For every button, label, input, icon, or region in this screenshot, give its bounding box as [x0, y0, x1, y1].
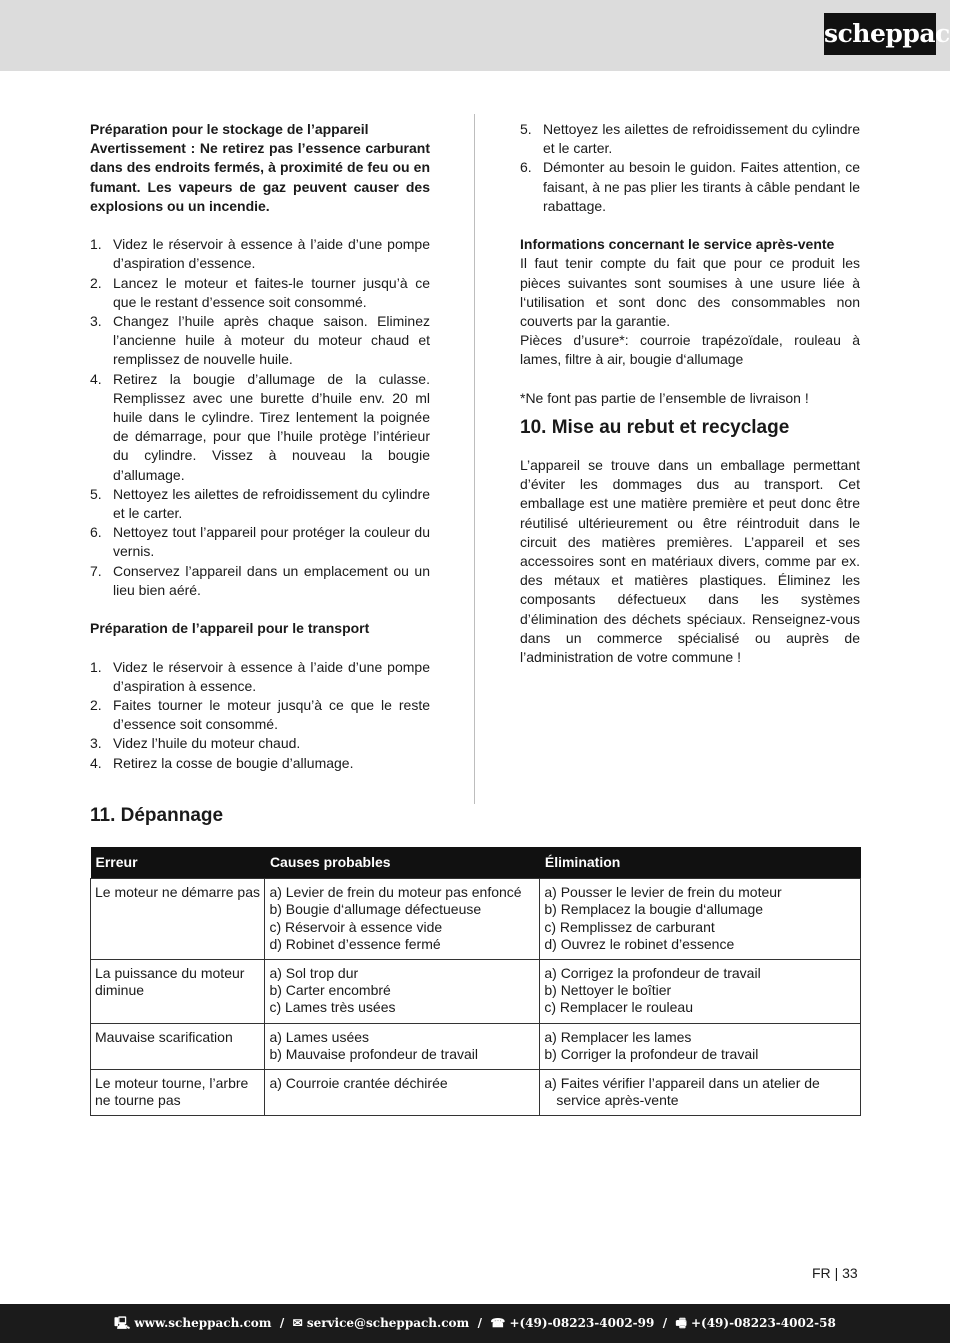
- causes-line: a) Sol trop dur: [269, 965, 359, 982]
- list-text: Lancez le moteur et faites-le tourner jusqu’à ce que le restant d’essence soit consommé.: [113, 274, 430, 310]
- transport-heading: Préparation de l’appareil pour le transport: [90, 620, 370, 637]
- list-text: Conservez l’appareil dans un emplacement ou un lieu bien aéré.: [113, 562, 430, 598]
- list-text: Faites tourner le moteur jusqu’à ce que le reste d’essence soit consommé.: [113, 697, 430, 733]
- list-item: [520, 158, 860, 216]
- list-text: Videz le réservoir à essence à l’aide d’une pompe d’aspiration d’essence.: [113, 236, 430, 272]
- causes-cell: [265, 1070, 540, 1116]
- list-number: 1.: [90, 658, 102, 675]
- list-number: 2.: [90, 697, 102, 714]
- list-item: [90, 658, 430, 696]
- list-item: [90, 274, 430, 312]
- list-item: [90, 734, 430, 753]
- list-number: 7.: [90, 562, 102, 579]
- list-text: Nettoyez les ailettes de refroidissement du cylindre et le carter.: [543, 121, 860, 157]
- service-heading: Informations concernant le service après-vente: [520, 236, 835, 253]
- scheppach-logo: scheppach: [824, 13, 936, 55]
- list-item: [90, 370, 430, 485]
- section-10-title: 10. Mise au rebut et recyclage: [520, 417, 790, 439]
- fixes-line: a) Faites vérifier l’appareil dans un atelier de service après-vente: [544, 1075, 820, 1109]
- causes-cell: [265, 1023, 540, 1069]
- footer-email[interactable]: service@scheppach.com: [306, 1316, 470, 1330]
- column-divider: [474, 114, 475, 804]
- fixes-cell: [540, 960, 861, 1024]
- fixes-line: c) Remplissez de carburant: [544, 918, 715, 935]
- mail-icon: ✉: [292, 1316, 303, 1330]
- causes-cell: [265, 879, 540, 960]
- service-text: Il faut tenir compte du fait que pour ce produit les pièces suivantes sont soumises à une usure liée à l‘utilisation et sont donc des consommables non couverts par la garantie.: [520, 255, 860, 330]
- header-causes: Causes probables: [265, 847, 540, 879]
- fixes-line: a) Pousser le levier de frein du moteur: [544, 884, 782, 901]
- storage-heading: Préparation pour le stockage de l’appareil: [90, 121, 369, 137]
- list-number: 4.: [90, 370, 102, 387]
- fixes-cell: [540, 879, 861, 960]
- list-item: [90, 562, 430, 600]
- list-item: [90, 754, 430, 773]
- list-number: 2.: [90, 274, 102, 291]
- list-text: Nettoyez les ailettes de refroidissement du cylindre et le carter.: [113, 485, 430, 522]
- list-number: 6.: [520, 159, 532, 176]
- section-11-title: 11. Dépannage: [90, 805, 224, 826]
- list-item: [520, 120, 860, 158]
- fax-icon: 🖷: [675, 1316, 687, 1330]
- causes-cell: [265, 960, 540, 1024]
- error-cell: Mauvaise scarification: [91, 1023, 265, 1069]
- section-10-text: L’appareil se trouve dans un emballage permettant d’éviter les dommages dus au transport. Cet emballage est une matière première et peut donc être réutilisé ultérieurement ou être réintroduit dans le circuit des matières premières. L’appareil et ses accessoires sont en matériaux divers, comme par ex. des métaux et matières plastiques. Éliminez les composants défectueux dans les systèmes d’élimination des déchets spéciaux. Renseignez-vous dans un commerce spécialisé ou auprès de l’administration de votre commune !: [520, 457, 860, 666]
- table-row: [91, 879, 861, 960]
- fixes-line: c) Remplacer le rouleau: [544, 999, 693, 1016]
- causes-line: c) Lames très usées: [269, 999, 396, 1016]
- list-text: Démonter au besoin le guidon. Faites attention, ce faisant, à ne pas plier les tirants à câble pendant le rabattage.: [543, 159, 860, 214]
- storage-steps-list: [90, 235, 430, 600]
- footer-website[interactable]: www.scheppach.com: [134, 1316, 272, 1330]
- list-item: [90, 523, 430, 561]
- list-item: [90, 696, 430, 734]
- list-text: Retirez la cosse de bougie d’allumage.: [113, 754, 354, 771]
- list-item: [90, 485, 430, 523]
- fixes-line: b) Corriger la profondeur de travail: [544, 1045, 759, 1062]
- causes-line: a) Levier de frein du moteur pas enfoncé: [269, 884, 522, 901]
- transport-steps-list: [90, 658, 430, 773]
- fixes-line: b) Remplacez la bougie d‘allumage: [544, 901, 764, 918]
- causes-line: a) Courroie crantée déchirée: [269, 1075, 448, 1092]
- list-number: 5.: [90, 485, 102, 502]
- table-row: [91, 960, 861, 1024]
- fixes-line: d) Ouvrez le robinet d’essence: [544, 935, 735, 952]
- page-header: [0, 0, 967, 71]
- transport-steps-continued: [520, 120, 860, 216]
- right-column: [520, 120, 860, 667]
- footer-fax: +(49)-08223-4002-58: [690, 1316, 836, 1330]
- error-cell: Le moteur ne démarre pas: [91, 879, 265, 960]
- list-number: 4.: [90, 754, 102, 771]
- fixes-cell: [540, 1070, 861, 1116]
- table-row: [91, 1070, 861, 1116]
- troubleshooting-table: [90, 847, 861, 1116]
- list-text: Nettoyez tout l’appareil pour protéger la couleur du vernis.: [113, 524, 430, 560]
- fixes-line: b) Nettoyer le boîtier: [544, 982, 672, 999]
- fixes-line: a) Corrigez la profondeur de travail: [544, 965, 761, 982]
- header-fixes: Élimination: [540, 847, 861, 879]
- header-error: Erreur: [91, 847, 265, 879]
- list-text: Retirez la bougie d’allumage de la culasse. Remplissez avec une burette d’huile env. 20 ml huile dans le cylindre. Tirez lentement la poignée de démarrage, pour que l’huile protège l’intérieur du cylindre. Vissez à nouveau la bougie d’allumage.: [113, 370, 430, 483]
- computer-icon: 🖳: [114, 1316, 131, 1330]
- table-row: [91, 1023, 861, 1069]
- causes-line: c) Réservoir à essence vide: [269, 918, 443, 935]
- phone-icon: ☎: [490, 1316, 506, 1330]
- list-number: 3.: [90, 313, 102, 330]
- footnote: *Ne font pas partie de l’ensemble de livraison !: [520, 389, 809, 406]
- causes-line: a) Lames usées: [269, 1028, 370, 1045]
- list-number: 3.: [90, 735, 102, 752]
- wear-parts: Pièces d’usure*: courroie trapézoïdale, rouleau à lames, filtre à air, bougie d‘allumage: [520, 332, 860, 368]
- fixes-line: a) Remplacer les lames: [544, 1028, 692, 1045]
- page-footer: 🖳 www.scheppach.com / ✉ service@scheppach.com / ☎ +(49)-08223-4002-99 / 🖷 +(49)-08223-4002-58: [0, 1304, 950, 1343]
- left-column: [90, 120, 430, 773]
- footer-phone: +(49)-08223-4002-99: [509, 1316, 655, 1330]
- list-text: Videz le réservoir à essence à l’aide d’une pompe d’aspiration à essence.: [113, 658, 430, 694]
- causes-line: b) Mauvaise profondeur de travail: [269, 1045, 478, 1062]
- storage-warning: Avertissement : Ne retirez pas l’essence carburant dans des endroits fermés, à proximité de feu ou en fumant. Les vapeurs de gaz peuvent causer des explosions ou un incendie.: [90, 140, 430, 214]
- error-cell: La puissance du moteur diminue: [91, 960, 265, 1024]
- list-number: 6.: [90, 524, 102, 541]
- error-cell: Le moteur tourne, l’arbre ne tourne pas: [91, 1070, 265, 1116]
- causes-line: b) Bougie d‘allumage défectueuse: [269, 901, 482, 918]
- causes-line: b) Carter encombré: [269, 982, 391, 999]
- list-item: [90, 235, 430, 273]
- list-text: Changez l’huile après chaque saison. Eliminez l’ancienne huile à moteur du moteur chaud et remplissez de nouvelle huile.: [113, 313, 430, 368]
- list-text: Videz l’huile du moteur chaud.: [113, 735, 301, 752]
- fixes-cell: [540, 1023, 861, 1069]
- list-number: 1.: [90, 236, 102, 253]
- list-item: [90, 312, 430, 370]
- causes-line: d) Robinet d’essence fermé: [269, 935, 441, 952]
- list-number: 5.: [520, 121, 532, 137]
- page-number: FR | 33: [812, 1265, 858, 1281]
